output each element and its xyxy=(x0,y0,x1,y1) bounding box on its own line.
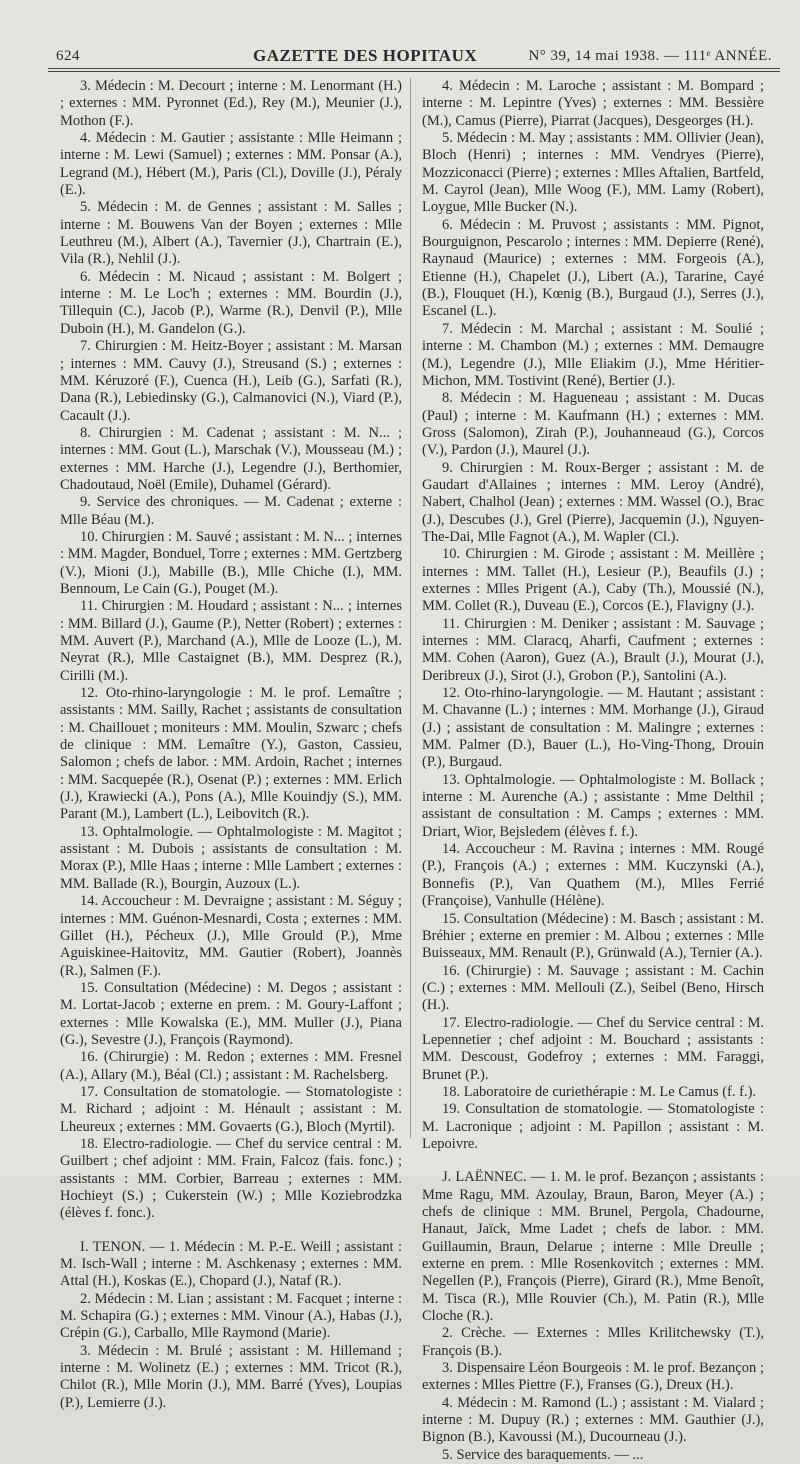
column-divider xyxy=(410,78,411,1138)
paragraph: 10. Chirurgien : M. Girode ; assistant : M. Meillère ; internes : MM. Tallet (H.), Lesieur (P.), Beaufils (J.) ; externes : Mlles Prigent (A.), Caby (Th.), Moussié (N.), MM. Collet (R.), Duveau (E.), Corcos (E.), Flavigny (J.). xyxy=(422,546,764,615)
page-header xyxy=(48,44,780,68)
paragraph: 14. Accoucheur : M. Ravina ; internes : MM. Rougé (P.), François (A.) ; externes : MM. Kuczynski (A.), Bonnefis (P.), Van Quathem (M.), Mlles Ferrié (Françoise), Vanhulle (Hélène). xyxy=(422,841,764,910)
paragraph: 4. Médecin : M. Ramond (L.) ; assistant : M. Vialard ; interne : M. Dupuy (R.) ; externes : MM. Gauthier (J.), Bignon (B.), Kavoussi (M.), Ducourneau (J.). xyxy=(422,1394,764,1446)
section-paragraph: J. LAËNNEC. — 1. M. le prof. Bezançon ; assistants : Mme Ragu, MM. Azoulay, Braun, Baron, Meyer (A.) ; chefs de clinique : MM. Brunel, Pergola, Chadourne, Hanaut, Jaïck, Mme Ladet ; chefs de labor. : MM. Guillaumin, Braun, Delarue ; interne : Mlle Dreulle ; externe en prem. : Mlle Rosenkovitch ; externes : MM. Negellen (P.), François (Pierre), Girard (R.), Mme Benoît, M. Tisca (R.), Mlle Rouvier (Ch.), M. Patin (R.), Mlle Cloche (R.). xyxy=(422,1169,764,1325)
paragraph: 7. Chirurgien : M. Heitz-Boyer ; assistant : M. Marsan ; internes : MM. Cauvy (J.), Streusand (S.) ; externes : MM. Kéruzoré (F.), Cuenca (H.), Leib (G.), Sarfati (R.), Dana (R.), Lebiedinsky (G.), Calmanovici (N.), Viard (P.), Cacault (J.). xyxy=(60,338,402,424)
paragraph: 3. Médecin : M. Decourt ; interne : M. Lenormant (H.) ; externes : MM. Pyronnet (Ed.), Rey (M.), Meunier (J.), Mothon (F.). xyxy=(60,78,402,129)
paragraph: 9. Chirurgien : M. Roux-Berger ; assistant : M. de Gaudart d'Allaines ; internes : MM. Leroy (André), Nabert, Chalhol (Jean) ; externes : MM. Wassel (O.), Brac (J.), Descubes (J.), Grel (Pierre), Jacquemin (J.), Nguyen-The-Dai, Mlle Fagnot (A.), M. Wapler (Cl.). xyxy=(422,459,764,545)
paragraph: 15. Consultation (Médecine) : M. Basch ; assistant : M. Bréhier ; externe en premier : M. Albou ; externes : Mlle Buisseaux, MM. Renault (P.), Grünwald (A.), Ternier (A.). xyxy=(422,910,764,962)
paragraph: 15. Consultation (Médecine) : M. Degos ; assistant : M. Lortat-Jacob ; externe en prem. : M. Goury-Laffont ; externes : Mlle Kowalska (E.), MM. Muller (J.), Piana (G.), Sevestre (J.), François (Raymond). xyxy=(60,979,402,1048)
paragraph: 18. Electro-radiologie. — Chef du service central : M. Guilbert ; chef adjoint : MM. Frain, Falcoz (fais. fonc.) ; assistants : MM. Corbier, Barreau ; externes : MM. Hochieyt (S.) ; Cukerstein (W.) ; Mlle Koziebrodzka (élèves f. fonc.). xyxy=(60,1135,402,1222)
paragraph: 9. Service des chroniques. — M. Cadenat ; externe : Mlle Béau (M.). xyxy=(60,494,402,528)
journal-title: GAZETTE DES HOPITAUX xyxy=(253,46,478,65)
header-rule-bottom xyxy=(48,71,780,72)
paragraph: 7. Médecin : M. Marchal ; assistant : M. Soulié ; interne : M. Chambon (M.) ; externes : MM. Demaugre (M.), Legendre (J.), Mlle Eliakim (J.), Mme Héritier-Michon, MM. Tostivint (René), Bertier (J.). xyxy=(422,320,764,389)
paragraph: 6. Médecin : M. Pruvost ; assistants : MM. Pignot, Bourguignon, Pescarolo ; internes : MM. Depierre (René), Raynaud (Maurice) ; externes : MM. Forgeois (A.), Etienne (H.), Chapelet (J.), Libert (A.), Tararine, Cayé (B.), Flouquet (H.), Kœnig (B.), Burgaud (J.), Serres (J.), Escanel (L.). xyxy=(422,216,764,320)
paragraph: 13. Ophtalmologie. — Ophtalmologiste : M. Magitot ; assistant : M. Dubois ; assistants de consultation : M. Morax (P.), Mlle Haas ; interne : Mlle Lambert ; externes : MM. Ballade (R.), Bourgin, Auzoux (L.). xyxy=(60,823,402,892)
paragraph: 2. Crèche. — Externes : Mlles Krilitchewsky (T.), François (B.). xyxy=(422,1325,764,1359)
paragraph: 4. Médecin : M. Laroche ; assistant : M. Bompard ; interne : M. Lepintre (Yves) ; externes : MM. Bessière (M.), Camus (Pierre), Piarrat (Jacques), Desgeorges (H.). xyxy=(422,78,764,129)
left-column xyxy=(60,78,402,1412)
paragraph: 19. Consultation de stomatologie. — Stomatologiste : M. Lacronique ; adjoint : M. Papillon ; assistant : M. Lepoivre. xyxy=(422,1101,764,1152)
paragraph: 12. Oto-rhino-laryngologie. — M. Hautant ; assistant : M. Chavanne (L.) ; internes : MM. Morhange (J.), Giraud (J.) ; assistant de consultation : M. Malingre ; externes : MM. Palmer (D.), Bauer (L.), Ho-Ving-Thong, Drouin (P.), Burgaud. xyxy=(422,685,764,771)
paragraph: 11. Chirurgien : M. Deniker ; assistant : M. Sauvage ; internes : MM. Claracq, Aharfi, Caufment ; externes : MM. Cohen (Aaron), Guez (A.), Brault (J.), Mourat (J.), Deribreux (J.), Sirot (J.), Grobon (P.), Santolini (A.). xyxy=(422,615,764,684)
paragraph: 8. Chirurgien : M. Cadenat ; assistant : M. N... ; internes : MM. Gout (L.), Marschak (V.), Mousseau (M.) ; externes : MM. Harche (J.), Legendre (J.), Berthomier, Chadoutaud, Noël (Emile), Duhamel (Gérard). xyxy=(60,424,402,493)
paragraph: 17. Electro-radiologie. — Chef du Service central : M. Lepennetier ; chef adjoint : M. Bouchard ; assistants : MM. Descoust, Godefroy ; externes : MM. Faraggi, Brunet (P.). xyxy=(422,1014,764,1083)
section-paragraph: I. TENON. — 1. Médecin : M. P.-E. Weill ; assistant : M. Isch-Wall ; interne : M. Aschkenasy ; externes : MM. Attal (H.), Koskas (E.), Chopard (J.), Nataf (R.). xyxy=(60,1238,402,1290)
paragraph: 6. Médecin : M. Nicaud ; assistant : M. Bolgert ; interne : M. Le Loc'h ; externes : MM. Bourdin (J.), Tillequin (C.), Jacob (P.), Warme (R.), Denvil (P.), Mlle Duboin (H.), M. Gandelon (G.). xyxy=(60,268,402,337)
paragraph: 17. Consultation de stomatologie. — Stomatologiste : M. Richard ; adjoint : M. Hénault ; assistant : M. Lheureux ; externes : MM. Govaerts (G.), Bloch (Myrtil). xyxy=(60,1083,402,1135)
header-rule-top xyxy=(48,68,780,69)
paragraph: 4. Médecin : M. Gautier ; assistante : Mlle Heimann ; interne : M. Lewi (Samuel) ; externes : MM. Ponsar (A.), Legrand (M.), Hébert (M.), Paris (Cl.), Doville (J.), Péraly (E.). xyxy=(60,130,402,199)
paragraph: 5. Médecin : M. de Gennes ; assistant : M. Salles ; interne : M. Bouwens Van der Boyen ; externes : Mlle Leuthreu (M.), Albert (A.), Tavernier (J.), Chartrain (E.), Vila (R.), Nehlil (J.). xyxy=(60,199,402,268)
paragraph: 16. (Chirurgie) : M. Sauvage ; assistant : M. Cachin (C.) ; externes : MM. Mellouli (Z.), Seibel (Beno, Hirsch (H.). xyxy=(422,962,764,1014)
paragraph: 12. Oto-rhino-laryngologie : M. le prof. Lemaître ; assistants : MM. Sailly, Rachet ; assistants de consultation : M. Chaillouet ; moniteurs : MM. Moulin, Szwarc ; chefs de clinique : MM. Lemaître (Y.), Gaston, Cassieu, Salomon ; chefs de labor. : MM. Ardoin, Rachet ; internes : MM. Sacquepée (R.), Osenat (P.) ; externes : MM. Erlich (J.), Krawiecki (A.), Pons (A.), Mlle Kouindjy (S.), MM. Parant (M.), Lambert (L.), Leibovitch (R.). xyxy=(60,685,402,823)
paragraph: 18. Laboratoire de curiethérapie : M. Le Camus (f. f.). xyxy=(442,1083,757,1100)
paragraph: 5. Médecin : M. May ; assistants : MM. Ollivier (Jean), Bloch (Henri) ; internes : MM. Vendryes (Pierre), Mozziconacci (Pierre) ; externes : Mlles Aftalien, Bartfeld, M. Cayrol (Jean), Mlle Woog (F.), MM. Lamy (Robert), Loygue, Mlle Bucker (N.). xyxy=(422,130,764,216)
paragraph: 13. Ophtalmologie. — Ophtalmologiste : M. Bollack ; interne : M. Aurenche (A.) ; assistante : Mme Delthil ; assistant de consultation : M. Camps ; externes : MM. Driart, Wior, Bejsledem (élèves f. f.). xyxy=(422,771,764,840)
paragraph: 3. Dispensaire Léon Bourgeois : M. le prof. Bezançon ; externes : Mlles Piettre (F.), Franses (G.), Dreux (H.). xyxy=(422,1360,764,1394)
paragraph: 16. (Chirurgie) : M. Redon ; externes : MM. Fresnel (A.), Allary (M.), Béal (Cl.) ; assistant : M. Rachelsberg. xyxy=(60,1049,402,1083)
paragraph: 11. Chirurgien : M. Houdard ; assistant : N... ; internes : MM. Billard (J.), Gaume (P.), Netter (Robert) ; externes : MM. Auvert (P.), Marchand (A.), Mlle de Looze (L.), M. Neyrat (R.), Mlle Castaignet (B.), MM. Desprez (R.), Cirilli (M.). xyxy=(60,598,402,684)
paragraph: 14. Accoucheur : M. Devraigne ; assistant : M. Séguy ; internes : MM. Guénon-Mesnardi, Costa ; externes : MM. Gillet (H.), Pécheux (J.), Mlle Grould (P.), Mme Aguiskinee-Haitovitz, MM. Gautier (Robert), Joannès (R.), Salmen (F.). xyxy=(60,893,402,979)
paragraph: 2. Médecin : M. Lian ; assistant : M. Facquet ; interne : M. Schapira (G.) ; externes : MM. Vinour (A.), Habas (J.), Crépin (G.), Carballo, Mlle Raymond (Marie). xyxy=(60,1290,402,1342)
issue-info: N° 39, 14 mai 1938. — 111ᵉ ANNÉE. xyxy=(528,48,772,64)
paragraph: 3. Médecin : M. Brulé ; assistant : M. Hillemand ; interne : M. Wolinetz (E.) ; externes : MM. Tricot (R.), Chilot (R.), Mlle Morin (J.), MM. Barré (Yves), Loupias (P.), Lemierre (J.). xyxy=(60,1342,402,1411)
page-number: 624 xyxy=(56,48,80,64)
paragraph: 5. Service des baraquements. — ... xyxy=(442,1446,644,1463)
paragraph: 10. Chirurgien : M. Sauvé ; assistant : M. N... ; internes : MM. Magder, Bonduel, Torre ; externes : MM. Gertzberg (V.), Mioni (J.), Mabille (B.), Mlle Chiche (I.), MM. Bennoum, Le Cain (G.), Pouget (M.). xyxy=(60,528,402,597)
paragraph: 8. Médecin : M. Hagueneau ; assistant : M. Ducas (Paul) ; interne : M. Kaufmann (H.) ; externes : MM. Gross (Salomon), Zirah (P.), Jouhanneaud (G.), Corcos (V.), Pardon (J.), Maurel (J.). xyxy=(422,390,764,459)
right-column xyxy=(422,78,764,1464)
